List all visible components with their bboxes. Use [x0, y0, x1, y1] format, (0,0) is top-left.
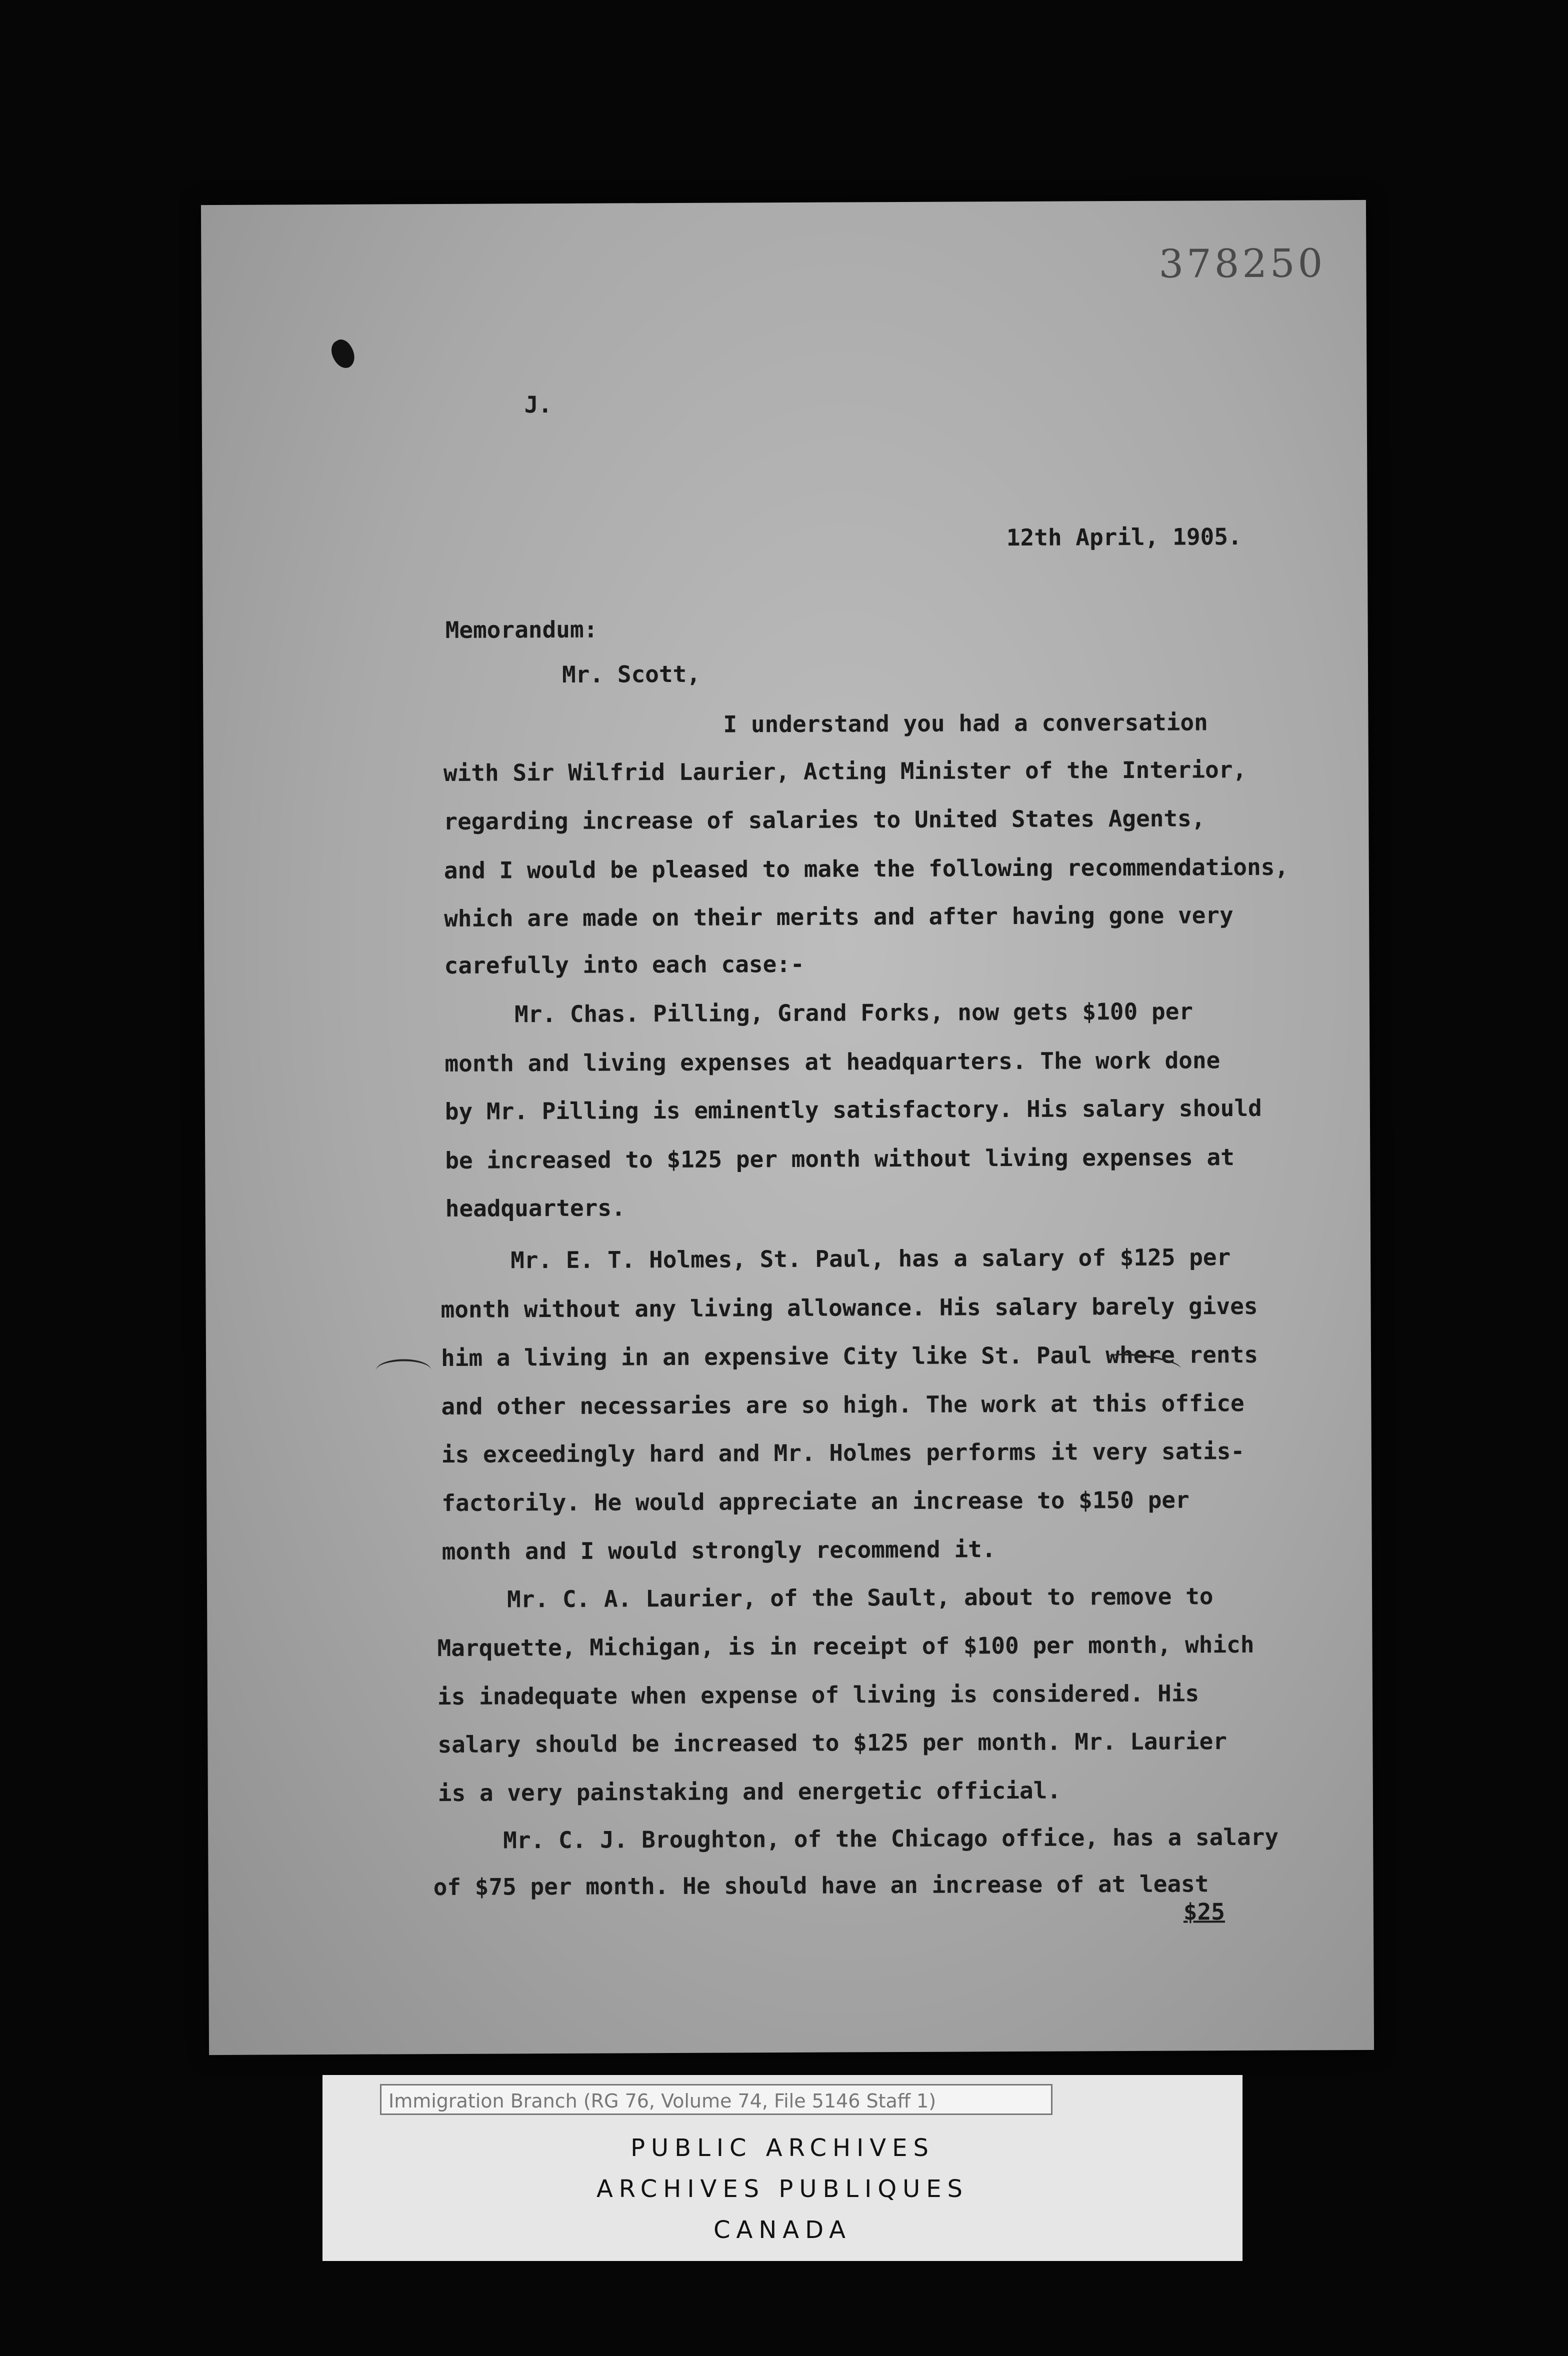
- body-line: him a living in an expensive City like St. Paul where rents: [440, 1340, 1258, 1372]
- body-line: is a very painstaking and energetic official.: [438, 1776, 1062, 1807]
- file-marker: J.: [524, 391, 552, 418]
- body-line: I understand you had a conversation: [723, 708, 1208, 738]
- body-line: headquarters.: [445, 1194, 626, 1222]
- memo-addressee: Mr. Scott,: [562, 660, 701, 688]
- continuation-marker: $25: [1183, 1898, 1226, 1926]
- memo-heading: Memorandum:: [445, 616, 598, 644]
- body-line: Mr. C. A. Laurier, of the Sault, about to remove to: [506, 1582, 1214, 1613]
- memorandum-page: [201, 200, 1374, 2055]
- memo-date: 12th April, 1905.: [1006, 523, 1242, 552]
- document-number: 378250: [1158, 241, 1326, 287]
- body-line: Mr. Chas. Pilling, Grand Forks, now gets $100 per: [514, 998, 1194, 1028]
- pen-stroke: [376, 1359, 431, 1381]
- archive-label-line: CANADA: [713, 2216, 852, 2244]
- body-line: Mr. E. T. Holmes, St. Paul, has a salary of $125 per: [510, 1244, 1231, 1274]
- archive-label: [322, 2075, 1242, 2261]
- archive-reference: Immigration Branch (RG 76, Volume 74, File 5146 Staff 1): [380, 2084, 1052, 2115]
- body-line: which are made on their merits and after having gone very: [444, 902, 1234, 932]
- archive-label-line: ARCHIVES PUBLIQUES: [596, 2175, 969, 2203]
- archive-label-line: PUBLIC ARCHIVES: [630, 2134, 934, 2162]
- body-line: is exceedingly hard and Mr. Holmes performs it very satis-: [441, 1438, 1245, 1468]
- body-line: month without any living allowance. His salary barely gives: [440, 1292, 1258, 1324]
- body-line: month and I would strongly recommend it.: [442, 1536, 996, 1566]
- body-line: be increased to $125 per month without living expenses at: [445, 1144, 1234, 1174]
- body-line: carefully into each case:-: [444, 950, 804, 979]
- body-line: by Mr. Pilling is eminently satisfactory. His salary should: [444, 1094, 1262, 1125]
- body-line: salary should be increased to $125 per month. Mr. Laurier: [438, 1728, 1228, 1758]
- body-line: month and living expenses at headquarters. The work done: [444, 1046, 1220, 1077]
- body-line: and other necessaries are so high. The work at this office: [441, 1390, 1244, 1420]
- ink-smudge: [326, 336, 360, 372]
- body-line: Marquette, Michigan, is in receipt of $100 per month, which: [437, 1630, 1254, 1662]
- body-line: is inadequate when expense of living is considered. His: [437, 1680, 1200, 1710]
- body-line: factorily. He would appreciate an increase to $150 per: [442, 1486, 1190, 1517]
- body-line: with Sir Wilfrid Laurier, Acting Minister of the Interior,: [443, 756, 1247, 786]
- body-line: and I would be pleased to make the following recommendations,: [444, 853, 1289, 884]
- body-line: of $75 per month. He should have an increase of at least: [433, 1870, 1209, 1901]
- body-line: regarding increase of salaries to United States Agents,: [444, 804, 1206, 835]
- body-line: Mr. C. J. Broughton, of the Chicago office, has a salary: [503, 1823, 1279, 1854]
